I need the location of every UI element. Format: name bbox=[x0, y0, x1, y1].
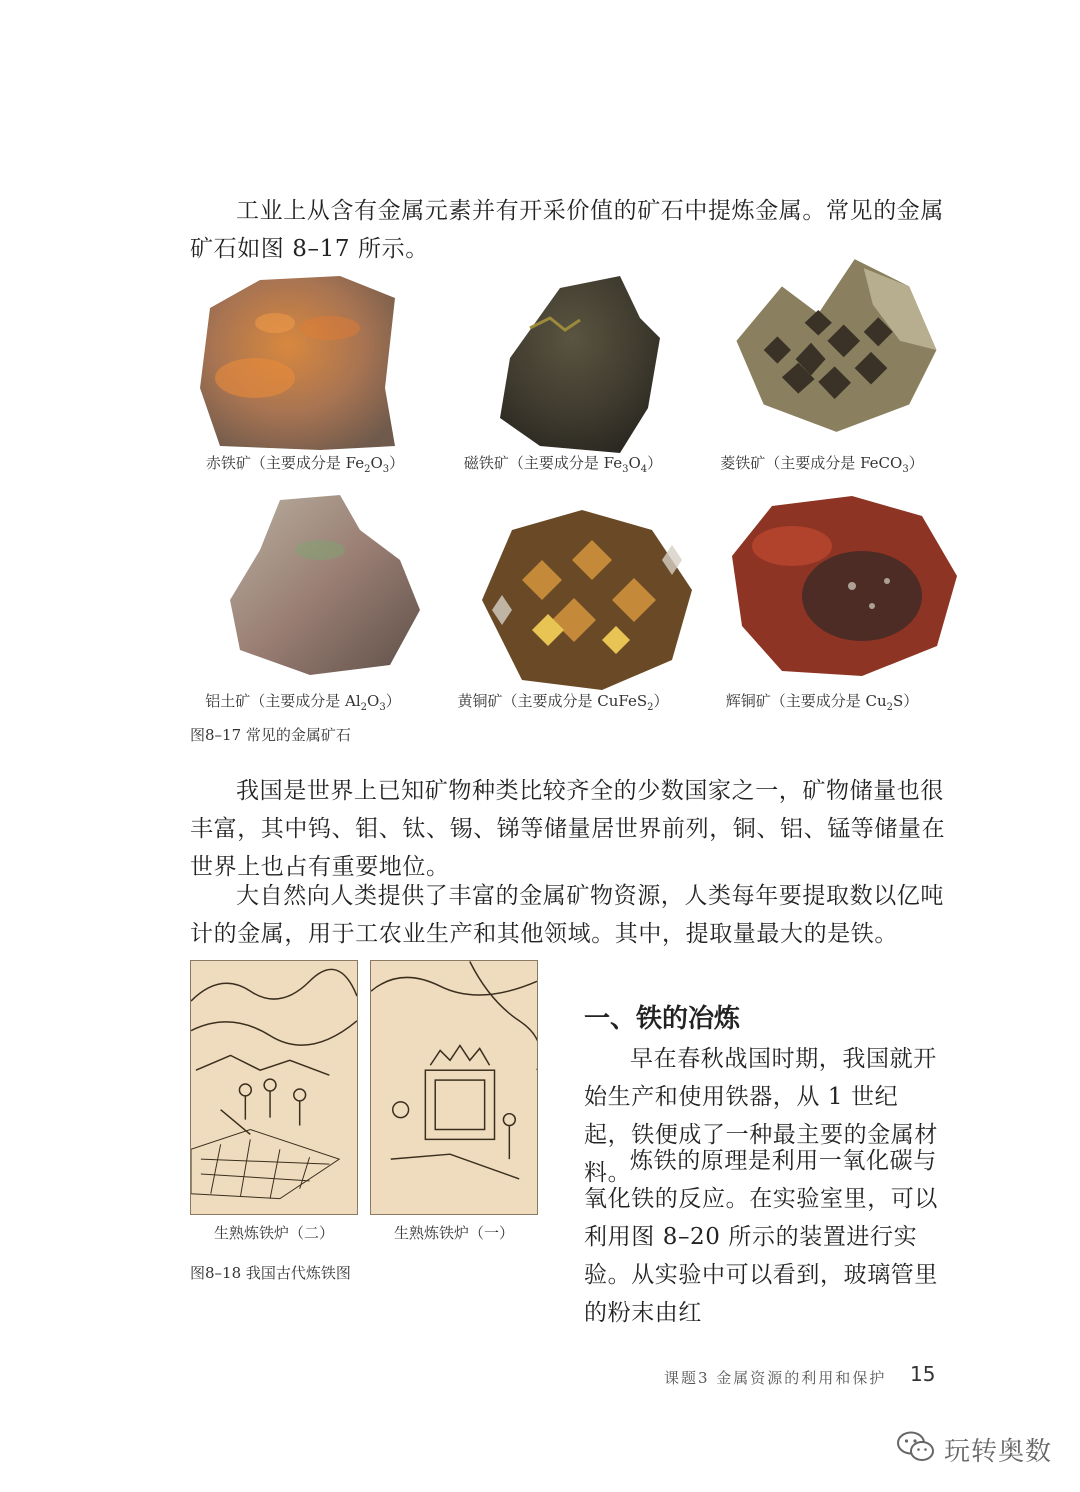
resources-paragraph: 我国是世界上已知矿物种类比较齐全的少数国家之一，矿物储量也很丰富，其中钨、钼、钛、锡、锑等储量居世界前列，铜、铝、锰等储量在世界上也占有重要地位。 bbox=[190, 778, 946, 880]
section-paragraph-2: 炼铁的原理是利用一氧化碳与氧化铁的反应。在实验室里，可以利用图 8–20 所示的装置进行实验。从实验中可以看到，玻璃管里的粉末由红 bbox=[584, 1148, 938, 1326]
woodcut-furnace-two bbox=[190, 960, 358, 1215]
hematite-image bbox=[180, 268, 430, 468]
chalcopyrite-image bbox=[462, 500, 712, 700]
intro-paragraph: 工业上从含有金属元素并有开采价值的矿石中提炼金属。常见的金属矿石如图 8–17 所示。 bbox=[190, 198, 944, 262]
magnetite-image bbox=[470, 268, 720, 468]
siderite-caption: 菱铁矿（主要成分是 FeCO$_3$） bbox=[720, 454, 924, 475]
hematite-caption: 赤铁矿（主要成分是 $Fe_2O_3$） bbox=[205, 454, 405, 475]
watermark-text: 玩转奥数 bbox=[944, 1436, 1053, 1467]
chalcocite-image bbox=[722, 486, 972, 686]
woodcut-two-label: 生熟炼铁炉（二） bbox=[213, 1224, 334, 1242]
chalcopyrite-caption: 黄铜矿（主要成分是 CuFeS$_2$） bbox=[457, 692, 669, 713]
extraction-paragraph: 大自然向人类提供了丰富的金属矿物资源，人类每年要提取数以亿吨计的金属，用于工农业生产和其他领域。其中，提取量最大的是铁。 bbox=[190, 883, 944, 947]
figure-8-18-caption: 图8–18 我国古代炼铁图 bbox=[190, 1264, 351, 1282]
bauxite-image bbox=[220, 490, 470, 690]
bauxite-caption: 铝土矿（主要成分是 $Al_2O_3$） bbox=[205, 692, 401, 713]
section-title: 一、铁的冶炼 bbox=[584, 1004, 741, 1034]
chalcocite-caption: 辉铜矿（主要成分是 $Cu_2S$） bbox=[725, 692, 919, 713]
watermark bbox=[896, 1430, 1052, 1468]
magnetite-caption: 磁铁矿（主要成分是 $Fe_3O_4$） bbox=[463, 454, 663, 475]
siderite-image bbox=[716, 250, 966, 450]
page-number: 15 bbox=[910, 1362, 936, 1386]
chapter-footer: 课题3 金属资源的利用和保护 bbox=[664, 1369, 887, 1387]
woodcut-furnace-one bbox=[370, 960, 538, 1215]
woodcut-one-label: 生熟炼铁炉（一） bbox=[393, 1224, 514, 1242]
figure-8-17-caption: 图8–17 常见的金属矿石 bbox=[190, 726, 351, 744]
wechat-icon bbox=[896, 1430, 936, 1468]
section-paragraph-1: 早在春秋战国时期，我国就开始生产和使用铁器，从 1 世纪起，铁便成了一种最主要的金属材料。 bbox=[584, 1046, 938, 1186]
